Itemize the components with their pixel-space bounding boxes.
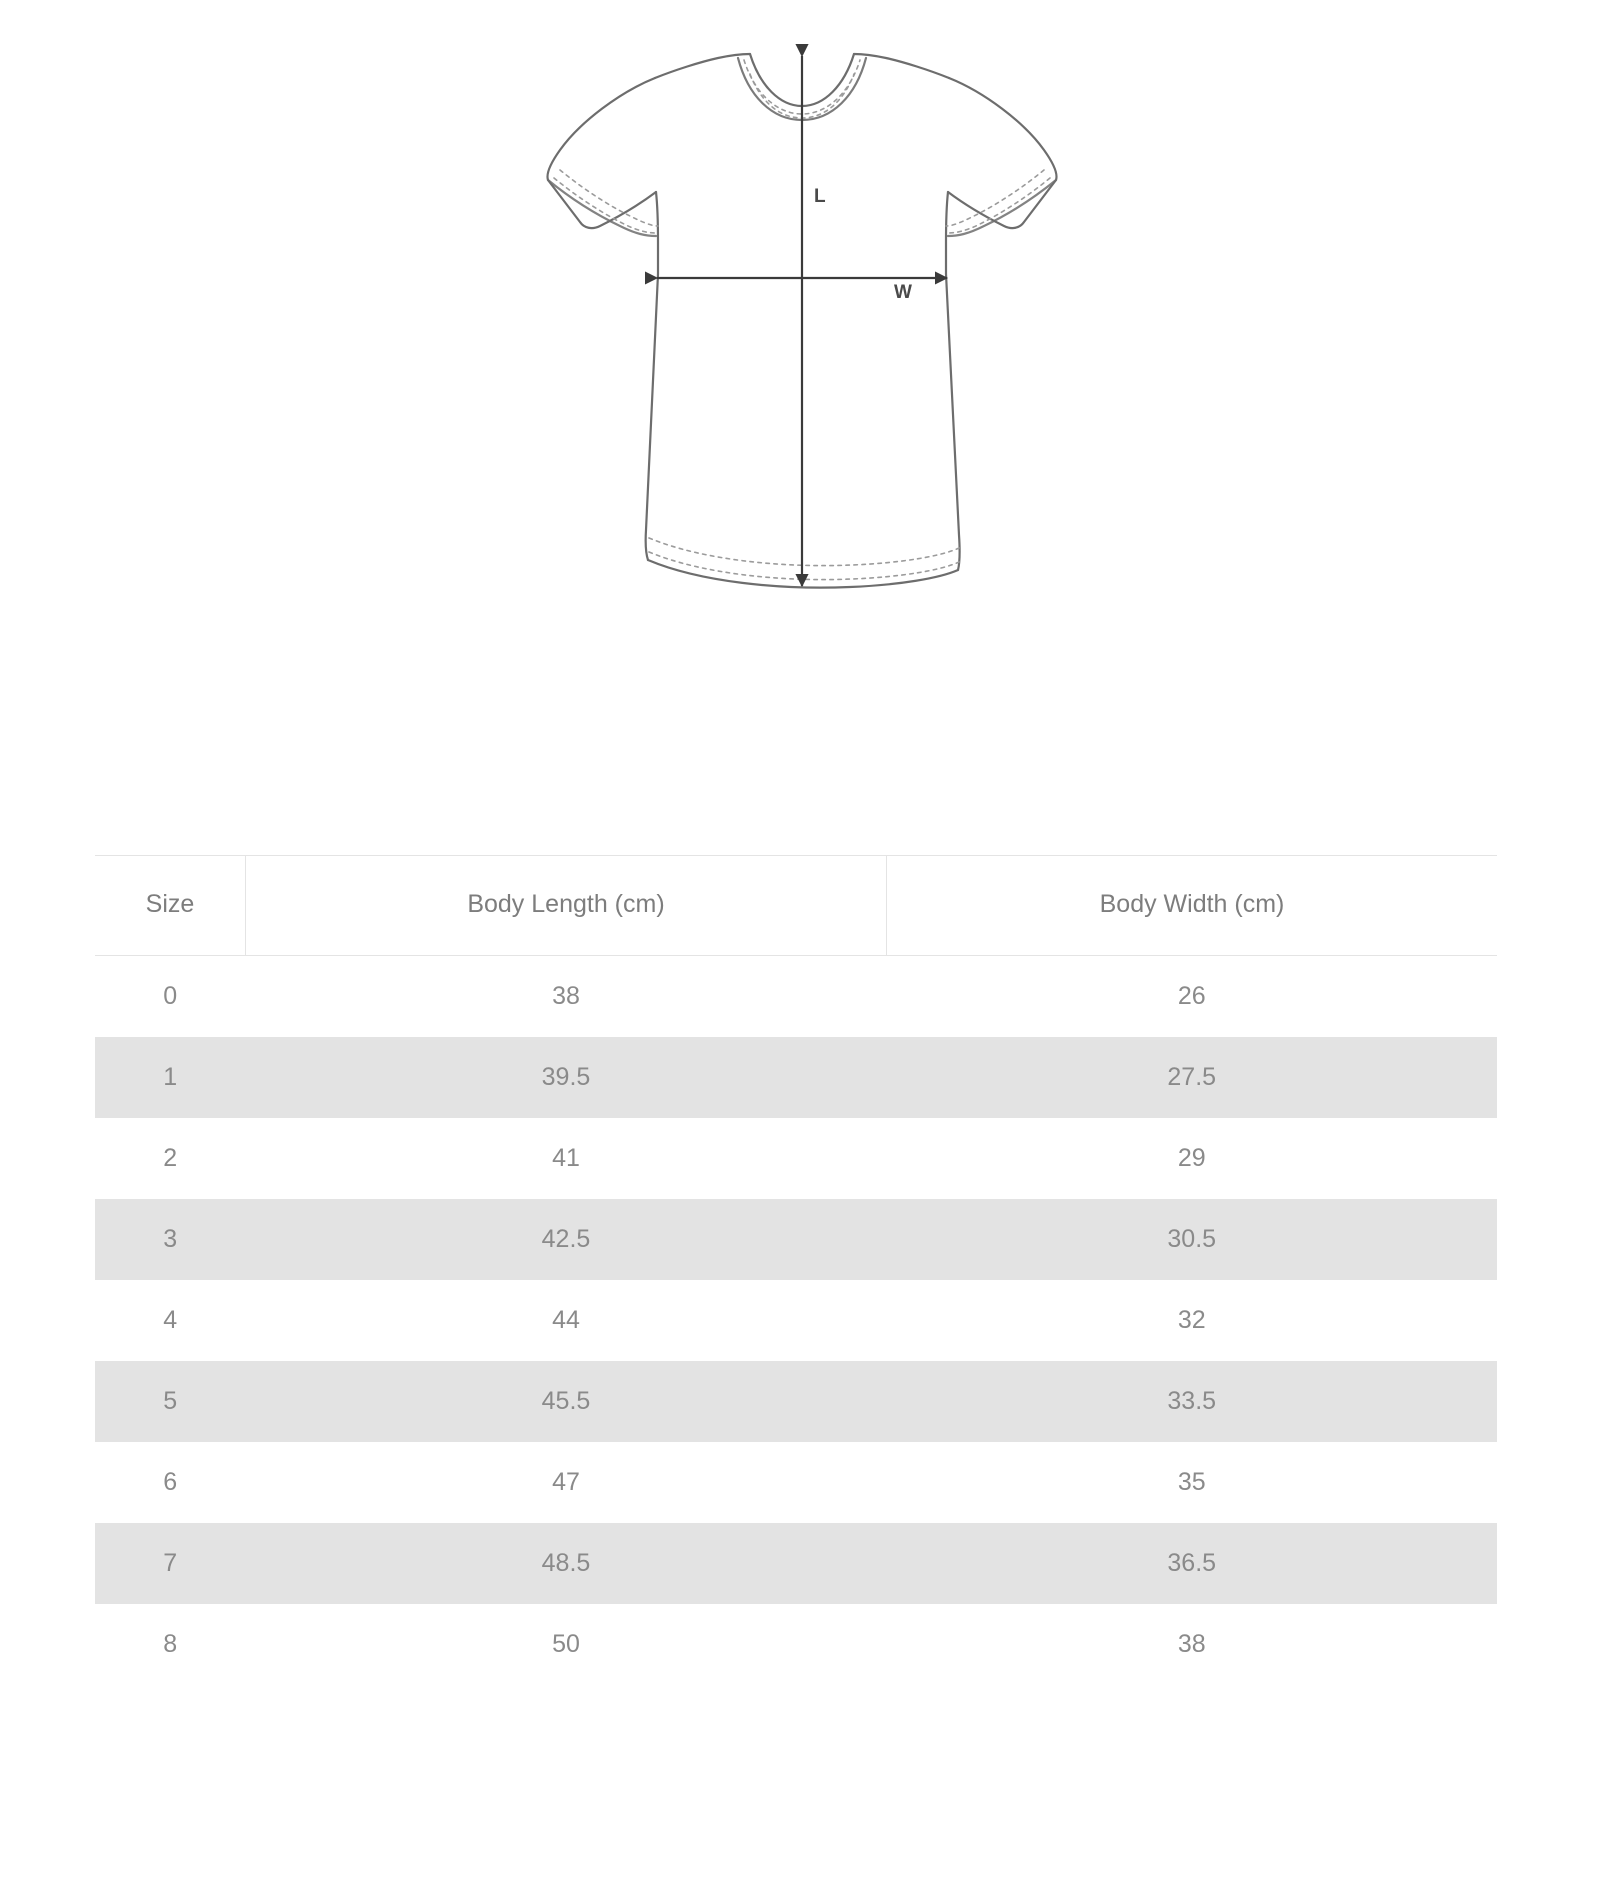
width-label: W xyxy=(894,282,912,303)
cell-body-length: 38 xyxy=(246,956,887,1038)
cell-body-width: 33.5 xyxy=(887,1361,1498,1442)
cell-body-length: 48.5 xyxy=(246,1523,887,1604)
cell-body-width: 38 xyxy=(887,1604,1498,1685)
table-header xyxy=(95,856,1497,956)
tshirt-measurement-diagram xyxy=(450,30,1150,680)
column-header-size: Size xyxy=(95,856,246,956)
size-table-container xyxy=(95,855,1495,1685)
cell-body-length: 41 xyxy=(246,1118,887,1199)
cell-body-width: 30.5 xyxy=(887,1199,1498,1280)
table-row xyxy=(95,1442,1497,1523)
cell-size: 2 xyxy=(95,1118,246,1199)
cell-body-length: 44 xyxy=(246,1280,887,1361)
tshirt-diagram-container xyxy=(0,0,1600,820)
cell-size: 4 xyxy=(95,1280,246,1361)
cell-size: 1 xyxy=(95,1037,246,1118)
table-row xyxy=(95,956,1497,1038)
cell-size: 6 xyxy=(95,1442,246,1523)
cell-body-width: 35 xyxy=(887,1442,1498,1523)
cell-body-width: 32 xyxy=(887,1280,1498,1361)
cell-size: 7 xyxy=(95,1523,246,1604)
length-label: L xyxy=(814,186,826,207)
table-row xyxy=(95,1280,1497,1361)
cell-body-length: 50 xyxy=(246,1604,887,1685)
table-header-row xyxy=(95,856,1497,956)
size-table xyxy=(95,855,1497,1685)
cell-body-width: 36.5 xyxy=(887,1523,1498,1604)
cell-body-length: 45.5 xyxy=(246,1361,887,1442)
cell-size: 5 xyxy=(95,1361,246,1442)
table-body xyxy=(95,956,1497,1686)
table-row xyxy=(95,1118,1497,1199)
column-header-body-length: Body Length (cm) xyxy=(246,856,887,956)
table-row xyxy=(95,1361,1497,1442)
cell-body-length: 47 xyxy=(246,1442,887,1523)
column-header-body-width: Body Width (cm) xyxy=(887,856,1498,956)
cell-size: 8 xyxy=(95,1604,246,1685)
cell-size: 3 xyxy=(95,1199,246,1280)
table-row xyxy=(95,1037,1497,1118)
cell-body-length: 39.5 xyxy=(246,1037,887,1118)
cell-size: 0 xyxy=(95,956,246,1038)
table-row xyxy=(95,1523,1497,1604)
cell-body-length: 42.5 xyxy=(246,1199,887,1280)
table-row xyxy=(95,1604,1497,1685)
cell-body-width: 29 xyxy=(887,1118,1498,1199)
cell-body-width: 26 xyxy=(887,956,1498,1038)
cell-body-width: 27.5 xyxy=(887,1037,1498,1118)
table-row xyxy=(95,1199,1497,1280)
